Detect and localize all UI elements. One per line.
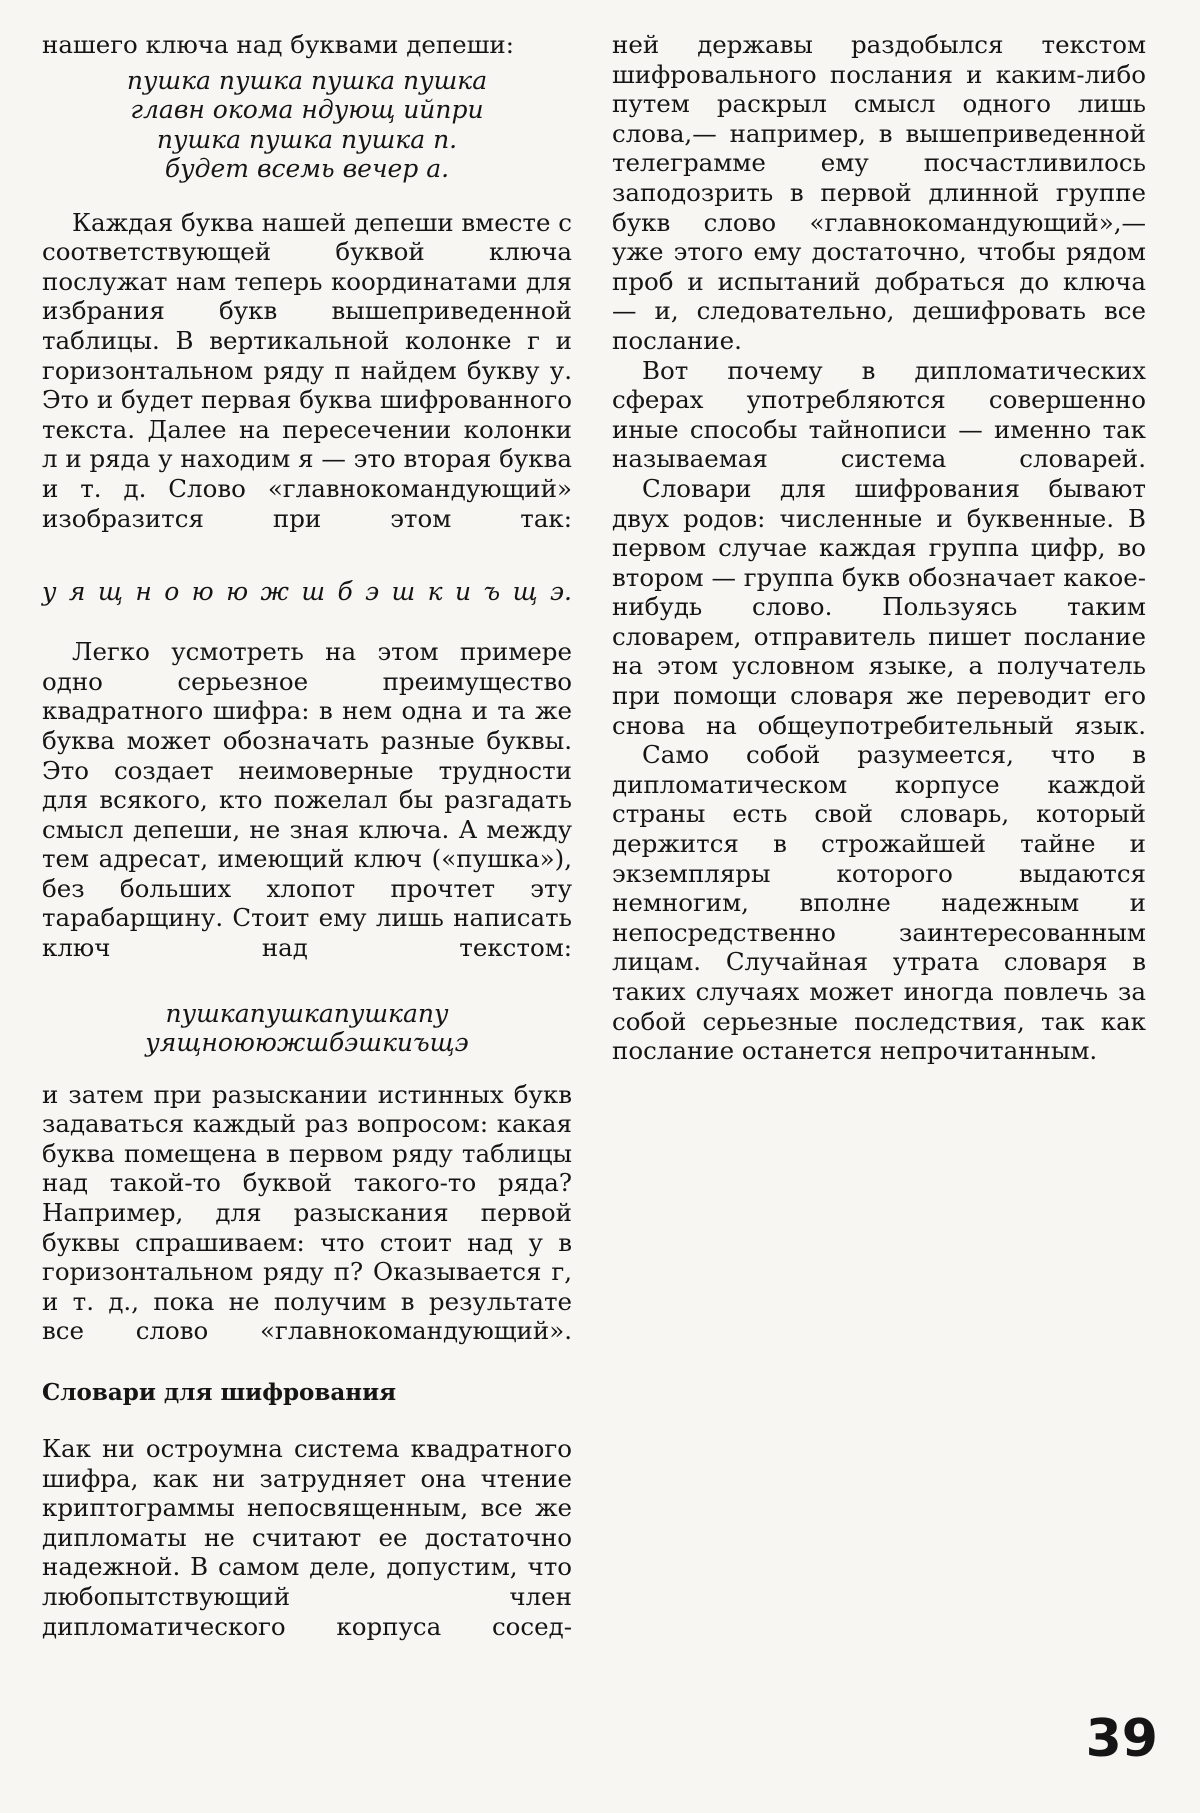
verse-line-1: пушка пушка пушка пушка xyxy=(126,65,488,95)
key-line: пушкапушкапушкапу xyxy=(165,998,449,1028)
paragraph-dictionary-secrecy: Само собой разумеется, что в дипломатическом корпусе каждой страны есть свой словарь, который держится в строжайшей тайне и экземпляры которого выдаются немногим, вполне надежным и непосредственно заинтересованным лицам. Случайная утрата словаря в таких случаях может иногда повлечь за собой серьезные последствия, так как послание останется непрочитанным. xyxy=(612,740,1146,1066)
right-column xyxy=(612,30,1146,1066)
key-over-cipher-block xyxy=(42,999,572,1058)
cipher-line: уящнoююжшбэшкиъщэ xyxy=(145,1028,469,1058)
paragraph-dictionaries-intro: Как ни остроумна система квадратного шифра, как ни затрудняет она чтение криптограммы непосвященным, все же дипломаты не считают ее достаточно надежной. В самом деле, допустим, что любопытствующий член дипломатического корпуса сосед- xyxy=(42,1434,572,1641)
paragraph-coordinates: Каждая буква нашей депеши вместе с соответствующей буквой ключа послужат нам теперь координатами для избрания букв вышеприведенной таблицы. В вертикальной колонке г и горизонтальном ряду п найдем букву у. Это и будет первая буква шифрованного текста. Далее на пересечении колонки л и ряда у находим я — это вторая буква и т. д. Слово «главнокомандующий» изобразится при этом так: xyxy=(42,207,572,533)
intro-line: нашего ключа над буквами депеши: xyxy=(42,30,515,59)
cipher-text-line: у я щ н о ю ю ж ш б э ш к и ъ щ э. xyxy=(42,577,572,607)
verse-line-3: пушка пушка пушка п. xyxy=(156,124,458,154)
paragraph-dictionary-types: Словари для шифрования бывают двух родов: численные и буквенные. В первом случае каждая группа цифр, во втором — группа букв обозначает какое-нибудь слово. Пользуясь таким словарем, отправитель пишет послание на этом условном языке, а получатель при помощи словаря же переводит его снова на общеупотребительный язык. xyxy=(612,473,1146,740)
verse-line-4: будет всемь вечер а. xyxy=(164,154,450,184)
message-with-key-verse xyxy=(42,66,572,184)
section-heading: Словари для шифрования xyxy=(42,1379,397,1406)
verse-line-2: главн окома ндующ ийпри xyxy=(130,95,484,125)
paragraph-key-discovery: ней державы раздобылся текстом шифровального послания и каким-либо путем раскрыл смысл одного лишь слова,— например, в вышеприведенной телеграмме ему посчастливилось заподозрить в первой длинной группе букв слово «главнокомандующий»,— уже этого ему достаточно, чтобы рядом проб и испытаний добраться до ключа — и, следовательно, дешифровать все послание. xyxy=(612,30,1146,355)
paragraph-decoding: и затем при разыскании истинных букв задаваться каждый раз вопросом: какая буква помещена в первом ряду таблицы над такой-то буквой такого-то ряда? Например, для разыскания первой буквы спрашиваем: что стоит над у в горизонтальном ряду п? Оказывается г, и т. д., пока не получим в результате все слово «главнокомандующий». xyxy=(42,1079,572,1346)
paragraph-advantage: Легко усмотреть на этом примере одно серьезное преимущество квадратного шифра: в нем одна и та же буква может обозначать разные буквы. Это создает неимоверные трудности для всякого, кто пожелал бы разгадать смысл депеши, не зная ключа. А между тем адресат, имеющий ключ («пушка»), без больших хлопот прочтет эту тарабарщину. Стоит ему лишь написать ключ над текстом: xyxy=(42,637,572,963)
paragraph-diplomatic-spheres: Вот почему в дипломатических сферах употребляются совершенно иные способы тайнописи — именно так называемая система словарей. xyxy=(612,355,1146,474)
left-column xyxy=(42,30,572,1641)
page-number: 39 xyxy=(1085,1709,1158,1769)
